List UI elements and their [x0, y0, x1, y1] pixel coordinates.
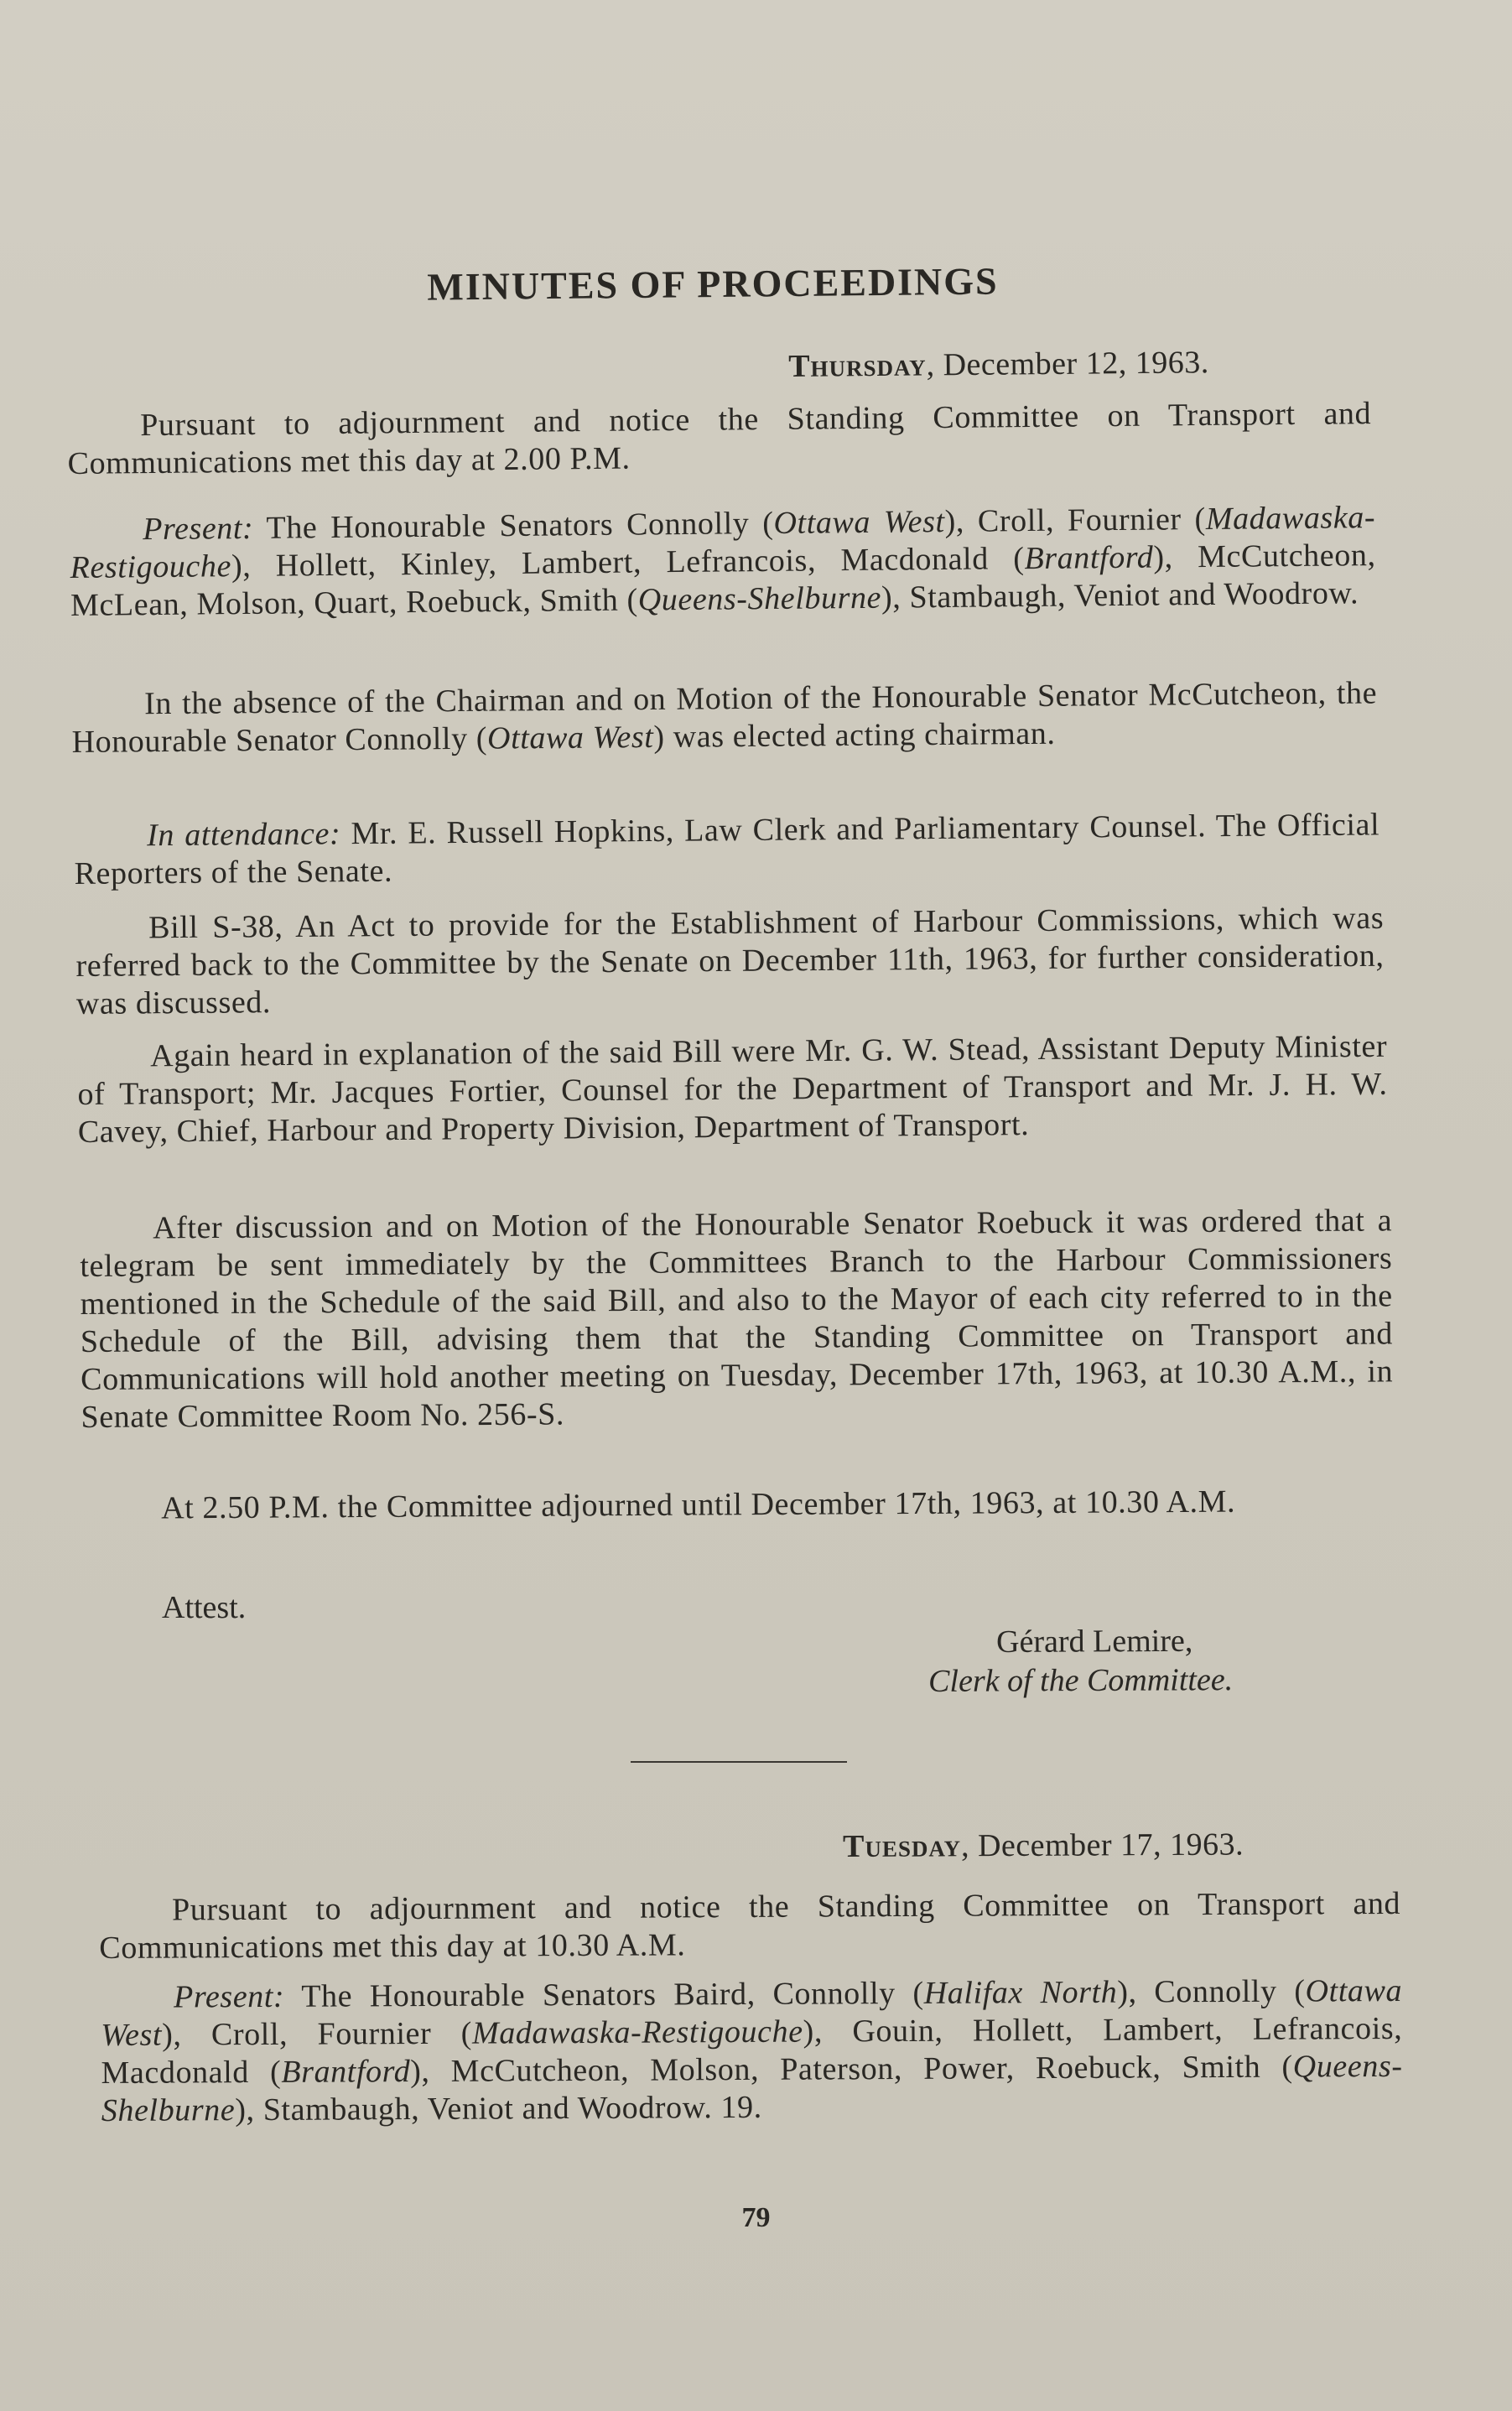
- page-number: 79: [741, 2202, 771, 2233]
- meeting1-explanation-paragraph: Again heard in explanation of the said Bill were Mr. G. W. Stead, Assistant Deputy Minister of Transport; Mr. Jacques Fortier, Counsel for the Department of Transport and Mr. J. H. W. Cavey, Chief, Harbour and Property Division, Department of Transport.: [77, 1028, 1388, 1150]
- present-label: Present:: [174, 1978, 285, 2015]
- meeting1-opening-paragraph: Pursuant to adjournment and notice the Standing Committee on Transport and Communications met this day at 2.00 P.M.: [67, 396, 1372, 481]
- meeting1-motion-paragraph: After discussion and on Motion of the Honourable Senator Roebuck it was ordered that a telegram be sent immediately by the Committees Branch to the Harbour Commissioners mentioned in the Schedule of the said Bill, and also to the Mayor of each city referred to in the Schedule of the Bill, advising them that the Standing Committee on Transport and Communications will hold another meeting on Tuesday, December 17th, 1963, at 10.30 A.M., in Senate Committee Room No. 256-S.: [80, 1203, 1394, 1435]
- meeting1-day: Thursday: [788, 347, 927, 384]
- meeting1-dateline: [788, 344, 1209, 385]
- meeting1-attendance-paragraph: In attendance: Mr. E. Russell Hopkins, Law Clerk and Parliamentary Counsel. The Official Reporters of the Senate.: [74, 807, 1380, 891]
- meeting2-date: , December 17, 1963.: [960, 1826, 1244, 1864]
- meeting1-chairman-paragraph: In the absence of the Chairman and on Motion of the Honourable Senator McCutcheon, the Honourable Senator Connolly (Ottawa West) was elected acting chairman.: [71, 675, 1378, 760]
- meeting1-bill-paragraph: Bill S-38, An Act to provide for the Establishment of Harbour Commissions, which was referred back to the Committee by the Senate on December 11th, 1963, for further consideration, was discussed.: [75, 900, 1385, 1021]
- meeting2-opening-paragraph: Pursuant to adjournment and notice the Standing Committee on Transport and Communications met this day at 10.30 A.M.: [99, 1885, 1401, 1966]
- meeting1-present-paragraph: Present: The Honourable Senators Connolly (Ottawa West), Croll, Fournier (Madawaska-Restigouche), Hollett, Kinley, Lambert, Lefrancois, Macdonald (Brantford), McCutcheon, McLean, Molson, Quart, Roebuck, Smith (Queens-Shelburne), Stambaugh, Veniot and Woodrow.: [70, 500, 1376, 623]
- signer-title: Clerk of the Committee.: [928, 1662, 1234, 1699]
- attest-text: Attest.: [162, 1590, 247, 1625]
- attendance-label: In attendance:: [147, 816, 341, 854]
- meeting2-day: Tuesday: [843, 1828, 962, 1864]
- section-divider: [631, 1761, 847, 1763]
- meeting1-adjourn-paragraph: At 2.50 P.M. the Committee adjourned until December 17th, 1963, at 10.30 A.M.: [161, 1483, 1236, 1526]
- present-label: Present:: [143, 510, 254, 548]
- meeting2-present-paragraph: Present: The Honourable Senators Baird, Connolly (Halifax North), Connolly (Ottawa West), Croll, Fournier (Madawaska-Restigouche), Gouin, Hollett, Lambert, Lefrancois, Macdonald (Brantford), McCutcheon, Molson, Paterson, Power, Roebuck, Smith (Queens-Shelburne), Stambaugh, Veniot and Woodrow. 19.: [101, 1972, 1403, 2128]
- meeting1-date: , December 12, 1963.: [926, 345, 1209, 383]
- signer-name: Gérard Lemire,: [996, 1623, 1193, 1660]
- meeting2-dateline: [843, 1826, 1244, 1865]
- page-title: MINUTES OF PROCEEDINGS: [427, 259, 999, 309]
